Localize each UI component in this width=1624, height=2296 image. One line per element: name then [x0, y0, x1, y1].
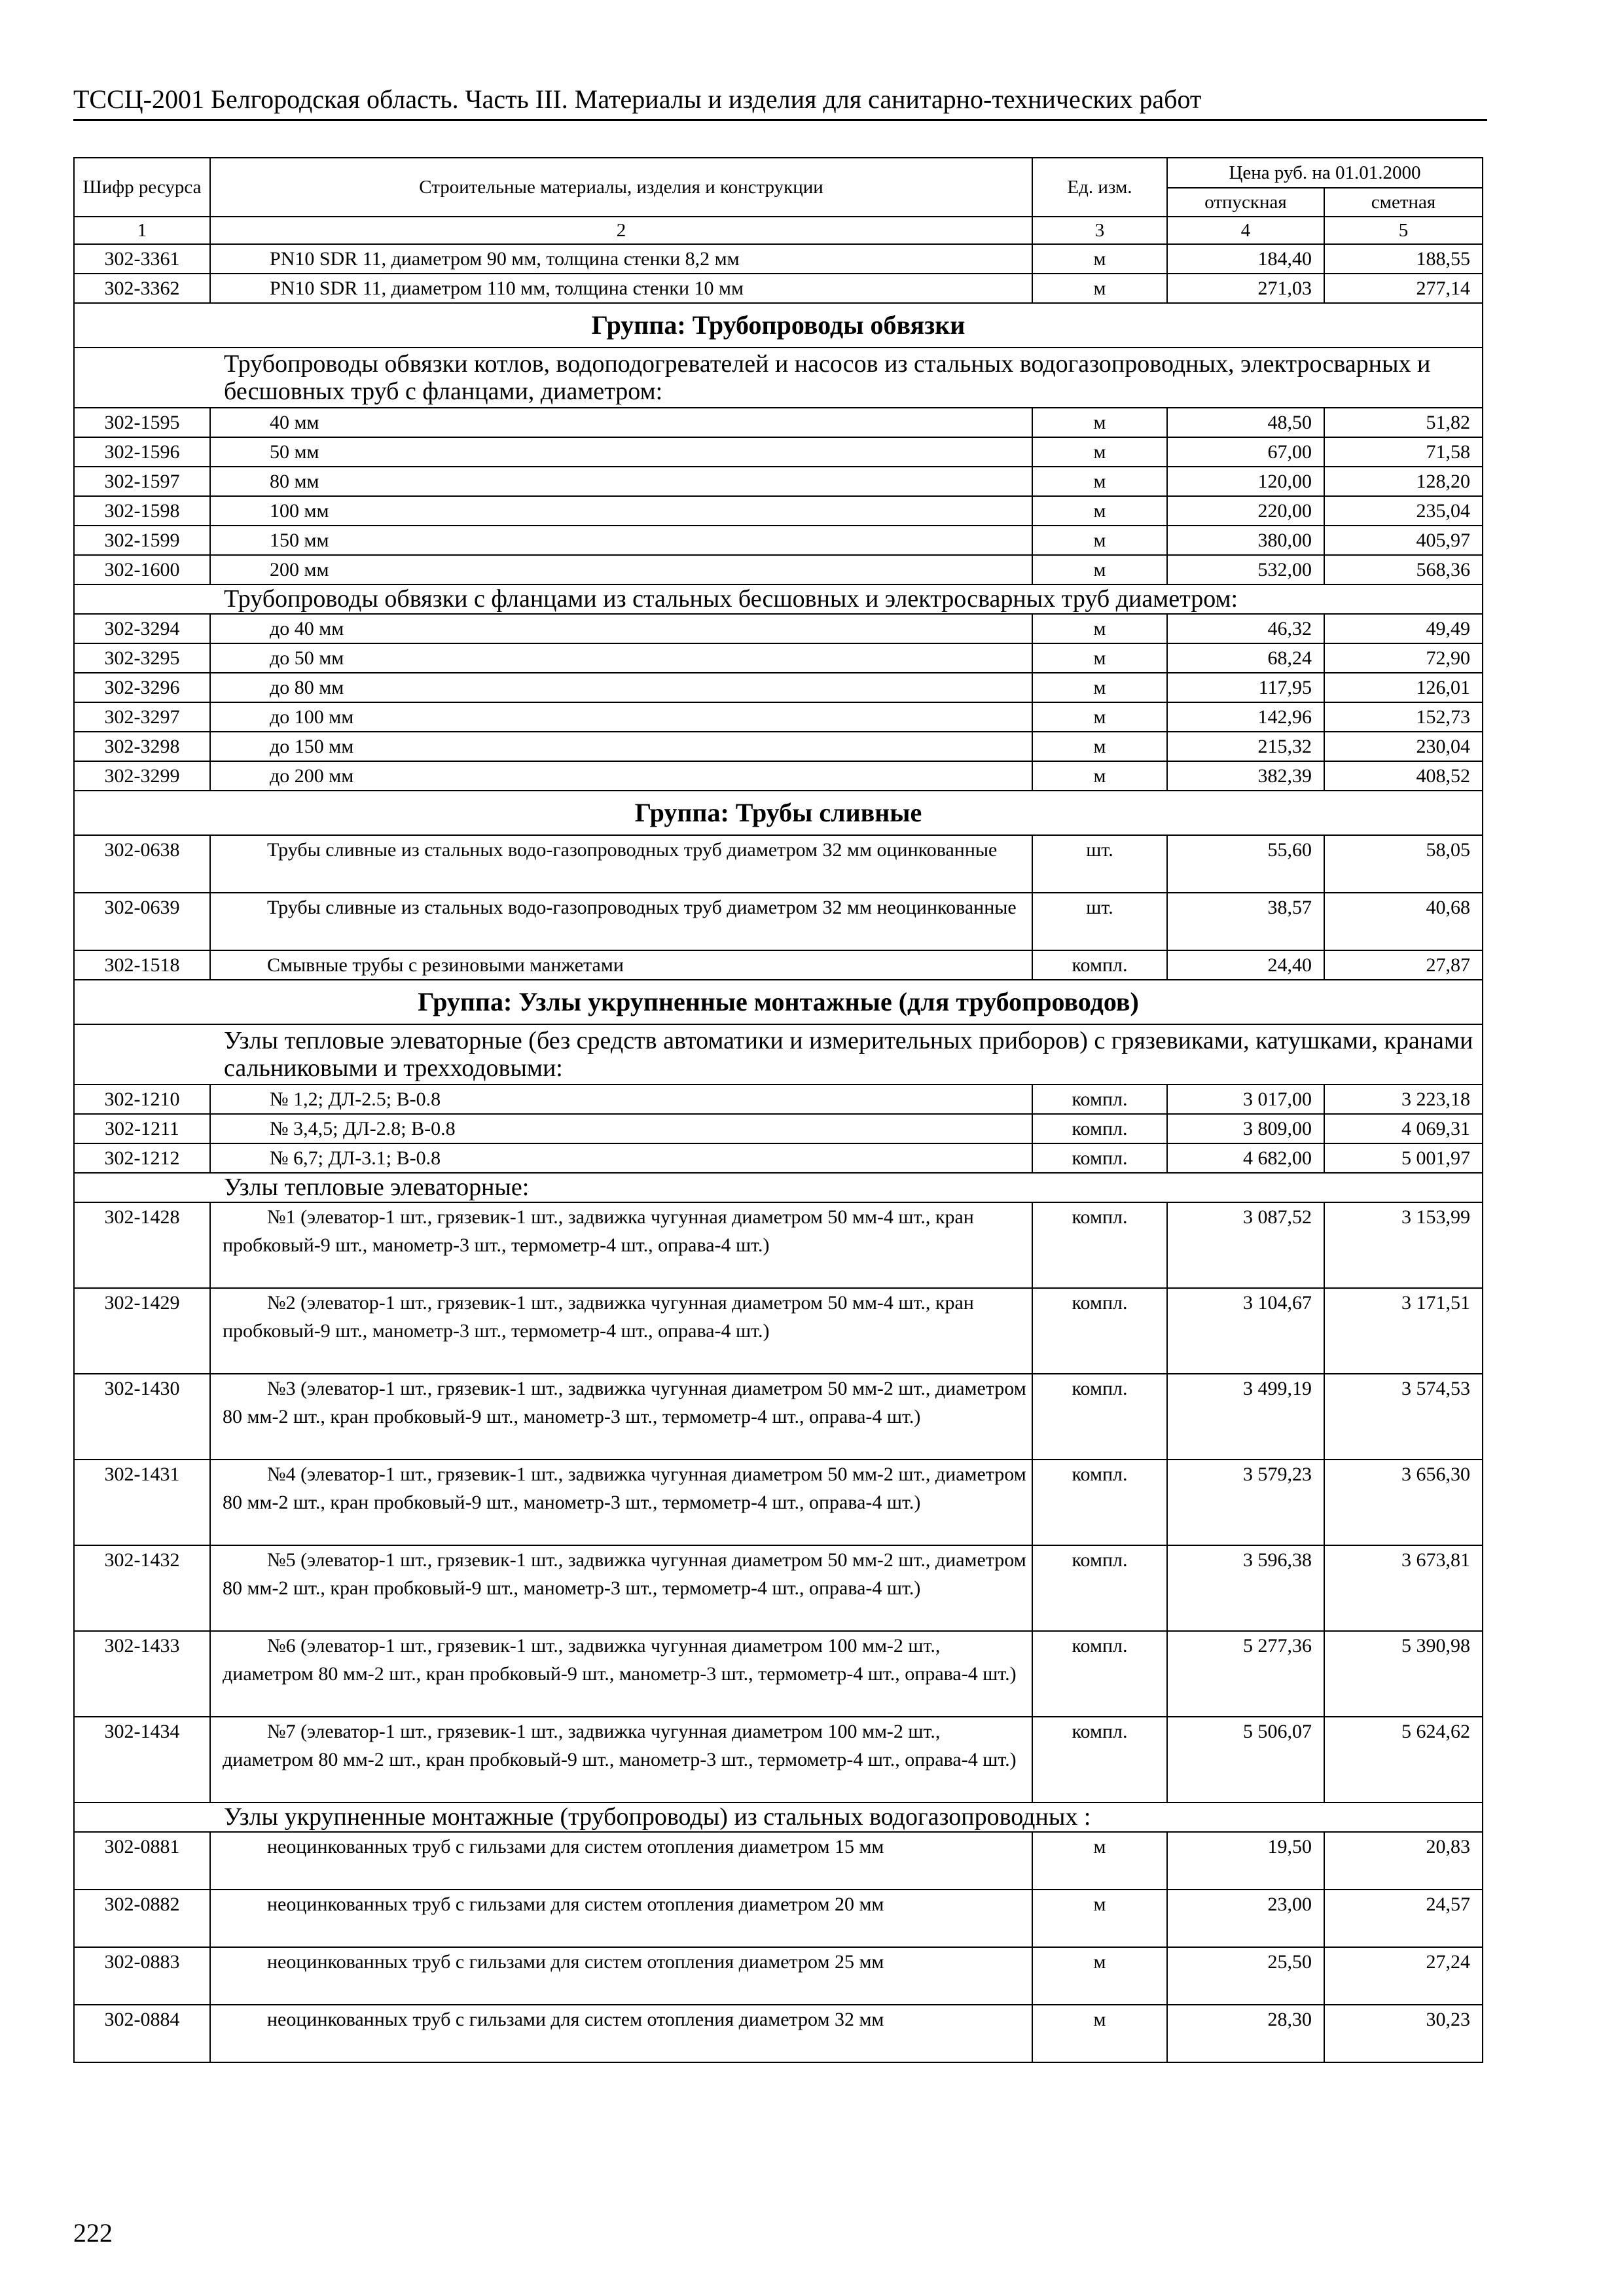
estimate-price-cell: 408,52: [1324, 761, 1483, 791]
table-row: [74, 1545, 1483, 1631]
table-row: [74, 1631, 1483, 1717]
resource-code-cell: 302-1600: [74, 555, 210, 584]
column-header-name: Строительные материалы, изделия и конструкции: [210, 158, 1032, 217]
estimate-price-cell: 58,05: [1324, 835, 1483, 893]
resource-code-cell: 302-1598: [74, 496, 210, 526]
table-row: [74, 274, 1483, 303]
estimate-price-cell: 128,20: [1324, 467, 1483, 496]
estimate-price-cell: 20,83: [1324, 1832, 1483, 1890]
page-header-title: ТССЦ-2001 Белгородская область. Часть III. Материалы и изделия для санитарно-технических работ: [73, 84, 1202, 114]
material-name-cell: неоцинкованных труб с гильзами для систем отопления диаметром 25 мм: [210, 1947, 1032, 2005]
unit-cell: м: [1032, 702, 1167, 732]
unit-cell: м: [1032, 408, 1167, 437]
estimate-price-cell: 3 171,51: [1324, 1288, 1483, 1374]
estimate-price-cell: 51,82: [1324, 408, 1483, 437]
unit-cell: компл.: [1032, 1202, 1167, 1288]
material-name-cell: до 40 мм: [210, 614, 1032, 643]
unit-cell: компл.: [1032, 1631, 1167, 1717]
estimate-price-cell: 3 153,99: [1324, 1202, 1483, 1288]
group-heading: Группа: Трубы сливные: [74, 791, 1483, 835]
table-row: [74, 244, 1483, 274]
release-price-cell: 215,32: [1167, 732, 1324, 761]
subgroup-heading: Трубопроводы обвязки с фланцами из стальных бесшовных и электросварных труб диаметром:: [74, 584, 1483, 614]
release-price-cell: 382,39: [1167, 761, 1324, 791]
material-name-cell: № 3,4,5; ДЛ-2.8; В-0.8: [210, 1114, 1032, 1143]
estimate-price-cell: 5 624,62: [1324, 1717, 1483, 1803]
estimate-price-cell: 71,58: [1324, 437, 1483, 467]
material-name-cell: до 100 мм: [210, 702, 1032, 732]
resource-code-cell: 302-3296: [74, 673, 210, 702]
resource-code-cell: 302-1211: [74, 1114, 210, 1143]
release-price-cell: 67,00: [1167, 437, 1324, 467]
material-name-cell: неоцинкованных труб с гильзами для систем отопления диаметром 15 мм: [210, 1832, 1032, 1890]
unit-cell: компл.: [1032, 1085, 1167, 1114]
resource-code-cell: 302-0639: [74, 893, 210, 950]
table-row: [74, 835, 1483, 893]
unit-cell: компл.: [1032, 1114, 1167, 1143]
unit-cell: м: [1032, 761, 1167, 791]
material-name-cell: 100 мм: [210, 496, 1032, 526]
resource-code-cell: 302-3294: [74, 614, 210, 643]
table-row: [74, 950, 1483, 980]
subgroup-heading: Трубопроводы обвязки котлов, водоподогревателей и насосов из стальных водогазопроводных, электросварных и бесшовных труб с фланцами, диаметром:: [74, 348, 1483, 408]
header-rule: [73, 119, 1487, 121]
estimate-price-cell: 152,73: [1324, 702, 1483, 732]
unit-cell: компл.: [1032, 1545, 1167, 1631]
material-name-cell: до 80 мм: [210, 673, 1032, 702]
resource-code-cell: 302-0638: [74, 835, 210, 893]
column-number: 2: [210, 217, 1032, 244]
material-name-cell: №1 (элеватор-1 шт., грязевик-1 шт., задвижка чугунная диаметром 50 мм-4 шт., кран пробковый-9 шт., манометр-3 шт., термометр-4 шт., оправа-4 шт.): [210, 1202, 1032, 1288]
subgroup-heading: Узлы тепловые элеваторные (без средств автоматики и измерительных приборов) с грязевиками, катушками, кранами сальниковыми и трехходовыми:: [74, 1024, 1483, 1085]
release-price-cell: 28,30: [1167, 2005, 1324, 2062]
table-row: [74, 1202, 1483, 1288]
unit-cell: м: [1032, 732, 1167, 761]
material-name-cell: 80 мм: [210, 467, 1032, 496]
group-heading: Группа: Трубопроводы обвязки: [74, 303, 1483, 348]
page-number: 222: [73, 2218, 113, 2248]
resource-code-cell: 302-3362: [74, 274, 210, 303]
table-row: [74, 1460, 1483, 1545]
release-price-cell: 3 499,19: [1167, 1374, 1324, 1460]
resource-code-cell: 302-0883: [74, 1947, 210, 2005]
table-row: [74, 526, 1483, 555]
estimate-price-cell: 3 673,81: [1324, 1545, 1483, 1631]
group-heading-row: [74, 303, 1483, 348]
material-name-cell: 150 мм: [210, 526, 1032, 555]
table-row: [74, 1374, 1483, 1460]
column-header-price: Цена руб. на 01.01.2000: [1167, 158, 1483, 188]
resource-code-cell: 302-1430: [74, 1374, 210, 1460]
unit-cell: м: [1032, 437, 1167, 467]
release-price-cell: 24,40: [1167, 950, 1324, 980]
unit-cell: м: [1032, 614, 1167, 643]
resource-code-cell: 302-1433: [74, 1631, 210, 1717]
table-row: [74, 1947, 1483, 2005]
unit-cell: шт.: [1032, 893, 1167, 950]
estimate-price-cell: 188,55: [1324, 244, 1483, 274]
resource-code-cell: 302-0882: [74, 1890, 210, 1947]
resource-code-cell: 302-1434: [74, 1717, 210, 1803]
release-price-cell: 55,60: [1167, 835, 1324, 893]
unit-cell: компл.: [1032, 950, 1167, 980]
resource-code-cell: 302-0881: [74, 1832, 210, 1890]
release-price-cell: 3 017,00: [1167, 1085, 1324, 1114]
resource-code-cell: 302-3361: [74, 244, 210, 274]
table-row: [74, 1890, 1483, 1947]
table-row: [74, 437, 1483, 467]
resource-code-cell: 302-1599: [74, 526, 210, 555]
material-name-cell: PN10 SDR 11, диаметром 110 мм, толщина стенки 10 мм: [210, 274, 1032, 303]
material-name-cell: №5 (элеватор-1 шт., грязевик-1 шт., задвижка чугунная диаметром 50 мм-2 шт., диаметром 80 мм-2 шт., кран пробковый-9 шт., манометр-3 шт., термометр-4 шт., оправа-4 шт.): [210, 1545, 1032, 1631]
subgroup-heading: Узлы укрупненные монтажные (трубопроводы) из стальных водогазопроводных :: [74, 1803, 1483, 1832]
release-price-cell: 142,96: [1167, 702, 1324, 732]
column-header-unit: Ед. изм.: [1032, 158, 1167, 217]
release-price-cell: 25,50: [1167, 1947, 1324, 2005]
estimate-price-cell: 277,14: [1324, 274, 1483, 303]
estimate-price-cell: 27,24: [1324, 1947, 1483, 2005]
table-row: [74, 555, 1483, 584]
material-name-cell: до 150 мм: [210, 732, 1032, 761]
release-price-cell: 184,40: [1167, 244, 1324, 274]
column-number: 5: [1324, 217, 1483, 244]
group-heading: Группа: Узлы укрупненные монтажные (для трубопроводов): [74, 980, 1483, 1024]
release-price-cell: 3 809,00: [1167, 1114, 1324, 1143]
release-price-cell: 38,57: [1167, 893, 1324, 950]
table-row: [74, 1085, 1483, 1114]
estimate-price-cell: 72,90: [1324, 643, 1483, 673]
table-row: [74, 1143, 1483, 1173]
table-row: [74, 893, 1483, 950]
resource-code-cell: 302-3295: [74, 643, 210, 673]
table-row: [74, 1717, 1483, 1803]
release-price-cell: 271,03: [1167, 274, 1324, 303]
table-row: [74, 1832, 1483, 1890]
release-price-cell: 3 104,67: [1167, 1288, 1324, 1374]
material-name-cell: №3 (элеватор-1 шт., грязевик-1 шт., задвижка чугунная диаметром 50 мм-2 шт., диаметром 80 мм-2 шт., кран пробковый-9 шт., манометр-3 шт., термометр-4 шт., оправа-4 шт.): [210, 1374, 1032, 1460]
resource-code-cell: 302-1210: [74, 1085, 210, 1114]
estimate-price-cell: 30,23: [1324, 2005, 1483, 2062]
release-price-cell: 3 579,23: [1167, 1460, 1324, 1545]
estimate-price-cell: 568,36: [1324, 555, 1483, 584]
estimate-price-cell: 405,97: [1324, 526, 1483, 555]
release-price-cell: 5 506,07: [1167, 1717, 1324, 1803]
table-row: [74, 614, 1483, 643]
table-body: [74, 244, 1483, 2062]
group-heading-row: [74, 980, 1483, 1024]
resource-code-cell: 302-1597: [74, 467, 210, 496]
column-number: 1: [74, 217, 210, 244]
release-price-cell: 4 682,00: [1167, 1143, 1324, 1173]
material-name-cell: 200 мм: [210, 555, 1032, 584]
table-row: [74, 702, 1483, 732]
unit-cell: компл.: [1032, 1374, 1167, 1460]
resource-code-cell: 302-3297: [74, 702, 210, 732]
unit-cell: м: [1032, 643, 1167, 673]
unit-cell: м: [1032, 496, 1167, 526]
material-name-cell: неоцинкованных труб с гильзами для систем отопления диаметром 20 мм: [210, 1890, 1032, 1947]
resource-code-cell: 302-0884: [74, 2005, 210, 2062]
release-price-cell: 19,50: [1167, 1832, 1324, 1890]
table-row: [74, 673, 1483, 702]
release-price-cell: 532,00: [1167, 555, 1324, 584]
release-price-cell: 220,00: [1167, 496, 1324, 526]
release-price-cell: 68,24: [1167, 643, 1324, 673]
column-header-code: Шифр ресурса: [74, 158, 210, 217]
estimate-price-cell: 5 001,97: [1324, 1143, 1483, 1173]
column-number: 4: [1167, 217, 1324, 244]
table-row: [74, 643, 1483, 673]
subgroup-heading-row: [74, 1173, 1483, 1202]
resource-code-cell: 302-1428: [74, 1202, 210, 1288]
estimate-price-cell: 235,04: [1324, 496, 1483, 526]
unit-cell: компл.: [1032, 1460, 1167, 1545]
unit-cell: компл.: [1032, 1288, 1167, 1374]
subgroup-heading-row: [74, 348, 1483, 408]
table-row: [74, 761, 1483, 791]
estimate-price-cell: 27,87: [1324, 950, 1483, 980]
table-header-row: [74, 158, 1483, 188]
estimate-price-cell: 49,49: [1324, 614, 1483, 643]
release-price-cell: 3 596,38: [1167, 1545, 1324, 1631]
unit-cell: компл.: [1032, 1717, 1167, 1803]
resource-code-cell: 302-1518: [74, 950, 210, 980]
material-name-cell: Трубы сливные из стальных водо-газопроводных труб диаметром 32 мм неоцинкованные: [210, 893, 1032, 950]
material-name-cell: 40 мм: [210, 408, 1032, 437]
estimate-price-cell: 40,68: [1324, 893, 1483, 950]
material-name-cell: № 1,2; ДЛ-2.5; В-0.8: [210, 1085, 1032, 1114]
unit-cell: м: [1032, 467, 1167, 496]
unit-cell: м: [1032, 526, 1167, 555]
resource-code-cell: 302-1432: [74, 1545, 210, 1631]
column-header-release: отпускная: [1167, 188, 1324, 217]
material-name-cell: № 6,7; ДЛ-3.1; В-0.8: [210, 1143, 1032, 1173]
release-price-cell: 5 277,36: [1167, 1631, 1324, 1717]
resource-code-cell: 302-1429: [74, 1288, 210, 1374]
release-price-cell: 23,00: [1167, 1890, 1324, 1947]
estimate-price-cell: 3 574,53: [1324, 1374, 1483, 1460]
table-row: [74, 1114, 1483, 1143]
unit-cell: м: [1032, 1890, 1167, 1947]
release-price-cell: 3 087,52: [1167, 1202, 1324, 1288]
unit-cell: м: [1032, 2005, 1167, 2062]
estimate-price-cell: 126,01: [1324, 673, 1483, 702]
resource-code-cell: 302-3298: [74, 732, 210, 761]
material-name-cell: PN10 SDR 11, диаметром 90 мм, толщина стенки 8,2 мм: [210, 244, 1032, 274]
resource-code-cell: 302-1212: [74, 1143, 210, 1173]
resource-code-cell: 302-1431: [74, 1460, 210, 1545]
material-name-cell: до 50 мм: [210, 643, 1032, 673]
table-row: [74, 467, 1483, 496]
release-price-cell: 46,32: [1167, 614, 1324, 643]
subgroup-heading-row: [74, 584, 1483, 614]
unit-cell: м: [1032, 1832, 1167, 1890]
estimate-price-cell: 3 223,18: [1324, 1085, 1483, 1114]
release-price-cell: 48,50: [1167, 408, 1324, 437]
material-name-cell: №6 (элеватор-1 шт., грязевик-1 шт., задвижка чугунная диаметром 100 мм-2 шт., диаметром 80 мм-2 шт., кран пробковый-9 шт., манометр-3 шт., термометр-4 шт., оправа-4 шт.): [210, 1631, 1032, 1717]
group-heading-row: [74, 791, 1483, 835]
material-name-cell: №7 (элеватор-1 шт., грязевик-1 шт., задвижка чугунная диаметром 100 мм-2 шт., диаметром 80 мм-2 шт., кран пробковый-9 шт., манометр-3 шт., термометр-4 шт., оправа-4 шт.): [210, 1717, 1032, 1803]
estimate-price-cell: 3 656,30: [1324, 1460, 1483, 1545]
unit-cell: шт.: [1032, 835, 1167, 893]
estimate-price-cell: 24,57: [1324, 1890, 1483, 1947]
resource-code-cell: 302-1596: [74, 437, 210, 467]
material-name-cell: №2 (элеватор-1 шт., грязевик-1 шт., задвижка чугунная диаметром 50 мм-4 шт., кран пробковый-9 шт., манометр-3 шт., термометр-4 шт., оправа-4 шт.): [210, 1288, 1032, 1374]
unit-cell: м: [1032, 555, 1167, 584]
unit-cell: м: [1032, 1947, 1167, 2005]
unit-cell: м: [1032, 673, 1167, 702]
material-name-cell: №4 (элеватор-1 шт., грязевик-1 шт., задвижка чугунная диаметром 50 мм-2 шт., диаметром 80 мм-2 шт., кран пробковый-9 шт., манометр-3 шт., термометр-4 шт., оправа-4 шт.): [210, 1460, 1032, 1545]
column-number-row: [74, 217, 1483, 244]
subgroup-heading: Узлы тепловые элеваторные:: [74, 1173, 1483, 1202]
table-row: [74, 732, 1483, 761]
estimate-price-cell: 5 390,98: [1324, 1631, 1483, 1717]
subgroup-heading-row: [74, 1024, 1483, 1085]
table-row: [74, 496, 1483, 526]
estimate-price-cell: 4 069,31: [1324, 1114, 1483, 1143]
release-price-cell: 120,00: [1167, 467, 1324, 496]
unit-cell: м: [1032, 244, 1167, 274]
estimate-price-cell: 230,04: [1324, 732, 1483, 761]
table-row: [74, 2005, 1483, 2062]
material-name-cell: Смывные трубы с резиновыми манжетами: [210, 950, 1032, 980]
column-number: 3: [1032, 217, 1167, 244]
price-table: [73, 157, 1483, 2063]
release-price-cell: 117,95: [1167, 673, 1324, 702]
material-name-cell: до 200 мм: [210, 761, 1032, 791]
material-name-cell: Трубы сливные из стальных водо-газопроводных труб диаметром 32 мм оцинкованные: [210, 835, 1032, 893]
resource-code-cell: 302-3299: [74, 761, 210, 791]
unit-cell: компл.: [1032, 1143, 1167, 1173]
column-header-estimate: сметная: [1324, 188, 1483, 217]
table-row: [74, 408, 1483, 437]
release-price-cell: 380,00: [1167, 526, 1324, 555]
table-row: [74, 1288, 1483, 1374]
unit-cell: м: [1032, 274, 1167, 303]
resource-code-cell: 302-1595: [74, 408, 210, 437]
material-name-cell: неоцинкованных труб с гильзами для систем отопления диаметром 32 мм: [210, 2005, 1032, 2062]
subgroup-heading-row: [74, 1803, 1483, 1832]
material-name-cell: 50 мм: [210, 437, 1032, 467]
